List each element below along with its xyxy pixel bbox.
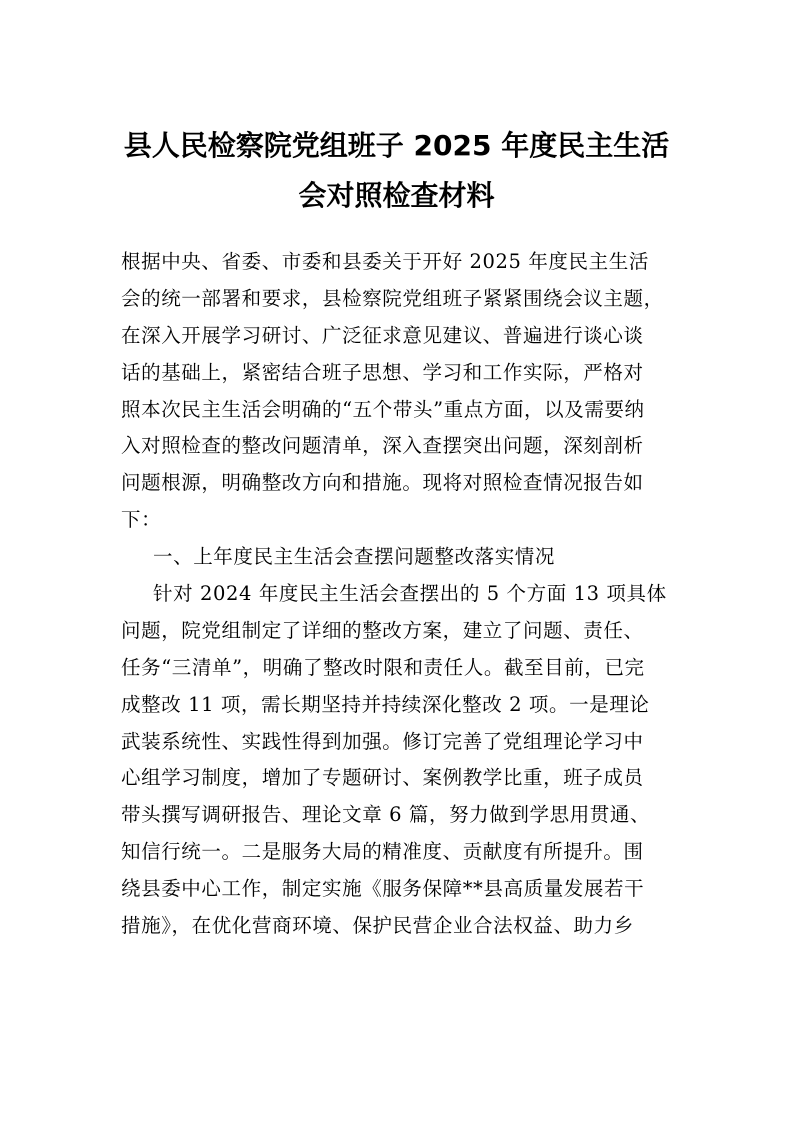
document-title <box>100 121 693 221</box>
paragraph-line: 绕县委中心工作，制定实施《服务保障**县高质量发展若干 <box>121 877 645 901</box>
paragraph-line: 措施》，在优化营商环境、保护民营企业合法权益、助力乡 <box>121 914 634 938</box>
paragraph-line: 问题根源，明确整改方向和措施。现将对照检查情况报告如 <box>121 471 644 495</box>
paragraph-line: 知信行统一。二是服务大局的精准度、贡献度有所提升。围 <box>121 840 644 864</box>
paragraph-line: 会的统一部署和要求，县检察院党组班子紧紧围绕会议主题， <box>121 286 664 310</box>
title-line-1: 县人民检察院党组班子 2025 年度民主生活 <box>123 129 670 162</box>
intro-paragraph <box>121 244 681 539</box>
paragraph-line: 带头撰写调研报告、理论文章 6 篇，努力做到学思用贯通、 <box>121 803 651 827</box>
paragraph-line: 话的基础上，紧密结合班子思想、学习和工作实际，严格对 <box>121 360 644 384</box>
section1-paragraph <box>121 576 681 945</box>
paragraph-line: 武装系统性、实践性得到加强。修订完善了党组理论学习中 <box>121 729 644 753</box>
paragraph-line: 照本次民主生活会明确的“五个带头”重点方面，以及需要纳 <box>121 397 645 421</box>
paragraph-line: 任务“三清单”，明确了整改时限和责任人。截至目前，已完 <box>121 655 645 679</box>
paragraph-line: 入对照检查的整改问题清单，深入查摆突出问题，深刻剖析 <box>121 434 644 458</box>
document-body <box>121 244 681 945</box>
title-line-2: 会对照检查材料 <box>298 179 495 212</box>
paragraph-line: 成整改 11 项，需长期坚持并持续深化整改 2 项。一是理论 <box>121 692 650 716</box>
paragraph-line: 问题，院党组制定了详细的整改方案，建立了问题、责任、 <box>121 618 644 642</box>
paragraph-line: 在深入开展学习研讨、广泛征求意见建议、普遍进行谈心谈 <box>121 323 644 347</box>
paragraph-line: 下： <box>121 508 162 532</box>
paragraph-line: 根据中央、省委、市委和县委关于开好 2025 年度民主生活 <box>121 250 649 273</box>
section-heading: 一、上年度民主生活会查摆问题整改落实情况 <box>153 545 556 569</box>
paragraph-line: 针对 2024 年度民主生活会查摆出的 5 个方面 13 项具体 <box>153 582 667 606</box>
paragraph-line: 心组学习制度，增加了专题研讨、案例教学比重，班子成员 <box>121 766 644 790</box>
